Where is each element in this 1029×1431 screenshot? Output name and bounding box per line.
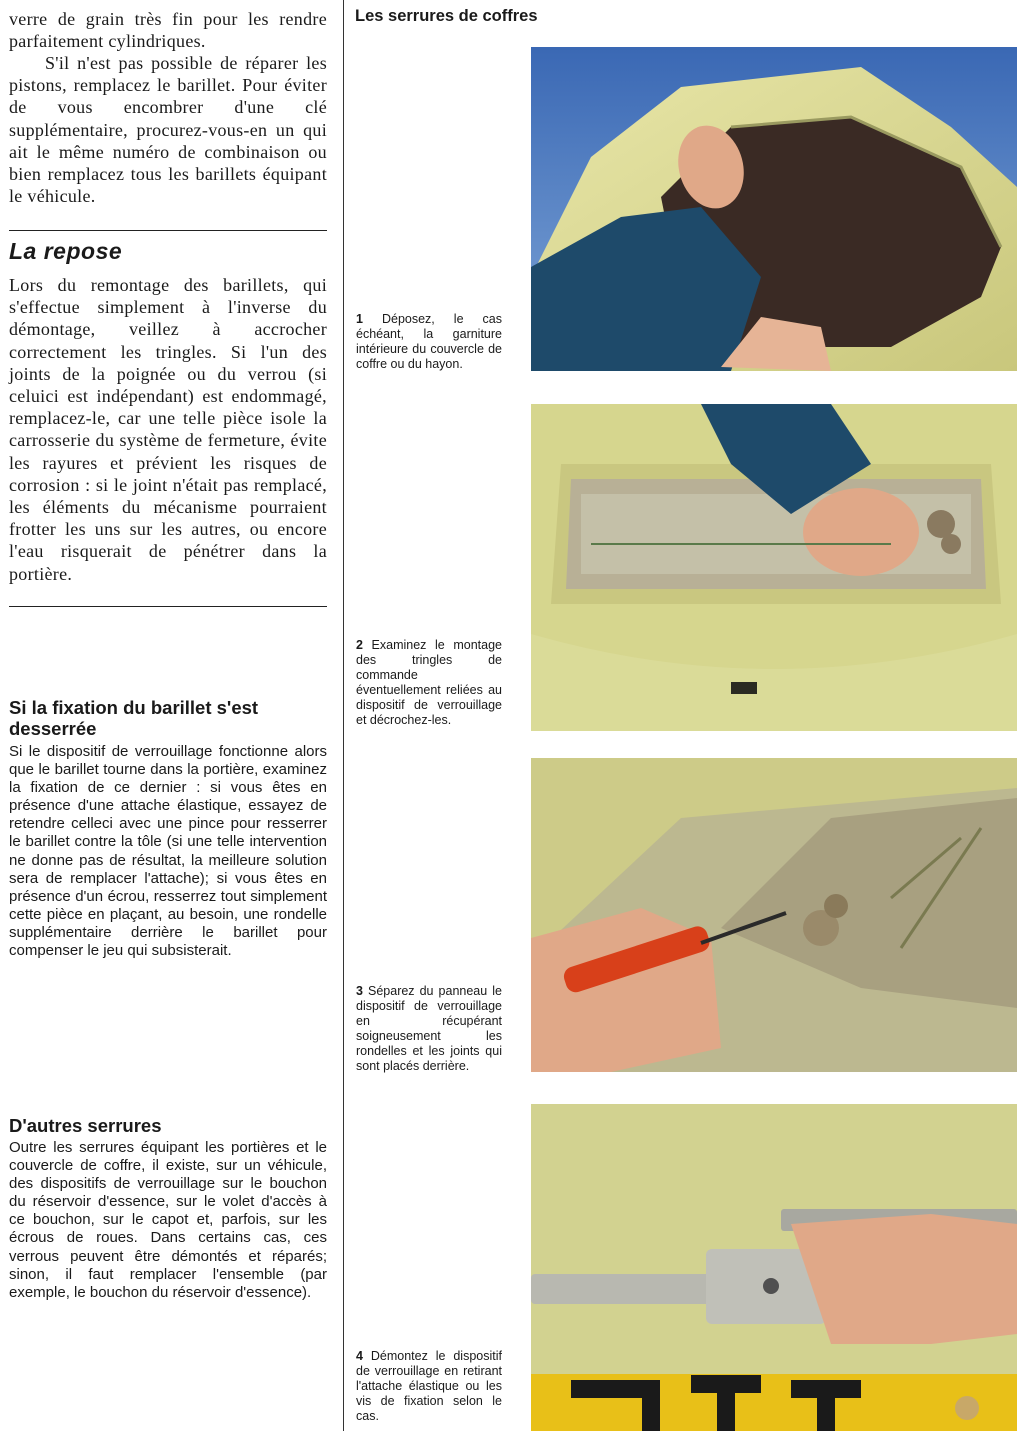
paragraph-intro: verre de grain très fin pour les rendre parfaitement cylindriques. xyxy=(9,9,327,52)
paragraph-repose: Lors du remontage des barillets, qui s'effectue simplement à l'inverse du démontage, veillez à accrocher correctement les tringles. Si l'un des joints de la poignée ou du verrou (si celuici est indépendant) est endommagé, remplacez-le, car une telle pièce isole la carrosserie du système de fermeture, évite les rayures et prévient les risques de corrosion : si le joint n'était pas remplacé, les éléments du mécanisme pourraient frotter les uns sur les autres, ou encore l'eau risquerait de pénétrer dans la portière. xyxy=(9,275,327,584)
heading-fixation-barillet: Si la fixation du barillet s'est desserrée xyxy=(9,697,259,739)
caption-number: 3 xyxy=(356,984,363,998)
column-divider xyxy=(343,0,344,1431)
caption-step-2 xyxy=(356,638,502,728)
caption-number: 2 xyxy=(356,638,363,652)
photo-step-4 xyxy=(531,1104,1017,1431)
section-rule xyxy=(9,606,327,607)
paragraph-autres-serrures: Outre les serrures équipant les portières et le couvercle de coffre, il existe, sur un véhicule, des dispositifs de verrouillage sur le bouchon du réservoir d'essence, sur le volet d'accès à ce bouchon, sur le capot et, parfois, sur les écrous de roues. Dans certains cas, ces verrous peuvent être démontés et réparés; sinon, il faut remplacer l'ensemble (par exemple, le bouchon du réservoir d'essence). xyxy=(9,1139,327,1301)
trunk-lining-illustration xyxy=(531,47,1017,371)
paragraph-pistons: S'il n'est pas possible de réparer les pistons, remplacez le barillet. Pour éviter de vous encombrer d'une clé supplémentaire, procurez-vous-en un qui ait le même numéro de combinaison ou bien remplacez tous les barillets équipant le véhicule. xyxy=(9,53,327,207)
caption-text: Examinez le montage des tringles de commande éventuellement reliées au dispositif de verrouillage et décrochez-les. xyxy=(356,638,502,727)
caption-step-4 xyxy=(356,1349,502,1424)
caption-text: Démontez le dispositif de verrouillage en retirant l'attache élastique ou les vis de fixation selon le cas. xyxy=(356,1349,502,1423)
heading-serrures-coffres: Les serrures de coffres xyxy=(355,7,538,25)
photo-step-1 xyxy=(531,47,1017,371)
paragraph-fixation: Si le dispositif de verrouillage fonctionne alors que le barillet tourne dans la portière, examinez la fixation de ce dernier : si vous êtes en présence d'une attache élastique, essayez de retendre celleci avec une pince pour resserrer le barillet contre la tôle (si une telle intervention ne donne pas de résultat, la meilleure solution sera de remplacer l'attache); si vous êtes en présence d'un écrou, resserrez tout simplement cette pièce en plaçant, au besoin, une rondelle supplémentaire derrière le barillet pour compenser le jeu qui subsisterait. xyxy=(9,743,327,960)
caption-step-1 xyxy=(356,312,502,372)
heading-autres-serrures: D'autres serrures xyxy=(9,1115,162,1136)
caption-step-3 xyxy=(356,984,502,1074)
photo-step-3 xyxy=(531,758,1017,1072)
caption-number: 1 xyxy=(356,312,363,326)
caption-text: Séparez du panneau le dispositif de verrouillage en récupérant soigneusement les rondelles et les joints qui sont placés derrière. xyxy=(356,984,502,1073)
caption-number: 4 xyxy=(356,1349,363,1363)
heading-la-repose: La repose xyxy=(9,238,123,264)
caption-text: Déposez, le cas échéant, la garniture intérieure du couvercle de coffre ou du hayon. xyxy=(356,312,502,371)
screwdriver-illustration xyxy=(531,758,1017,1072)
section-rule xyxy=(9,230,327,231)
photo-step-2 xyxy=(531,404,1017,731)
lock-rods-illustration xyxy=(531,404,1017,731)
lock-removal-illustration xyxy=(531,1104,1017,1431)
